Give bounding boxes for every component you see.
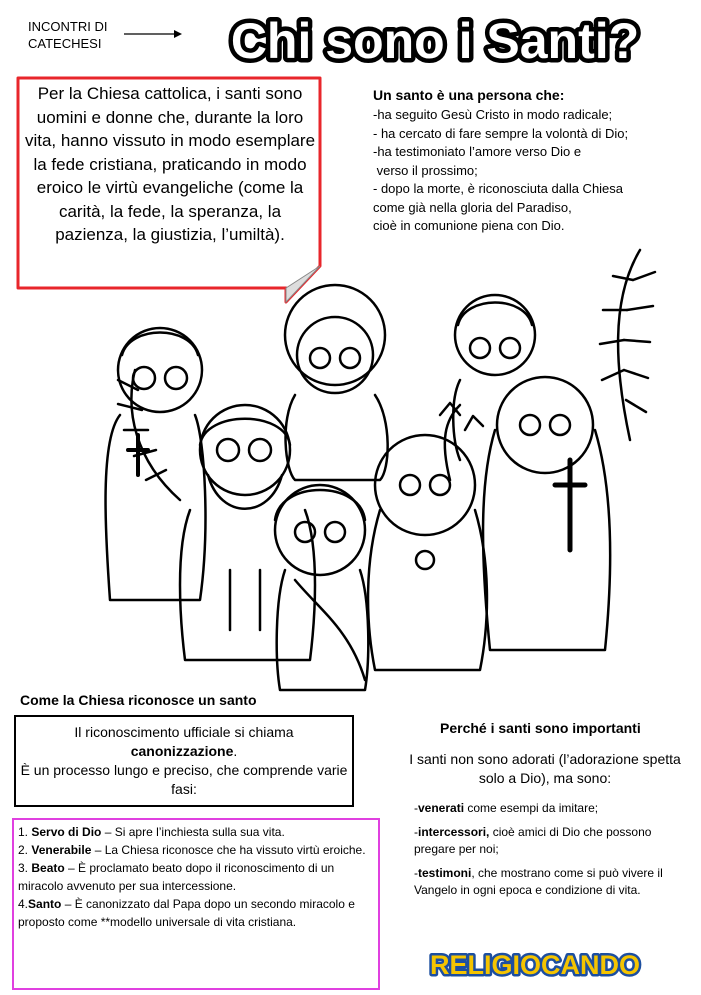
importance-text: , che mostrano come si può vivere il Vangelo in ogni epoca e condizione di vita. <box>414 865 663 897</box>
phase-item <box>18 859 374 895</box>
canonization-period: . <box>233 743 238 759</box>
importance-list <box>414 800 694 900</box>
phase-item <box>18 823 374 841</box>
header-label-line1: INCONTRI DI <box>28 19 108 34</box>
header-label <box>28 18 107 52</box>
traits-title: Un santo è una persona che: <box>373 87 565 103</box>
importance-intro: I santi non sono adorati (l’adorazione spetta solo a Dio), ma sono: <box>409 751 681 786</box>
trait-line: - ha cercato di fare sempre la volontà di Dio; <box>373 125 629 141</box>
phase-name: Beato <box>31 861 65 875</box>
importance-name: intercessori, <box>418 824 490 839</box>
traits-list <box>373 106 693 236</box>
saints-illustration <box>80 240 690 710</box>
arrow-right-icon <box>122 24 182 44</box>
recognition-title: Come la Chiesa riconosce un santo <box>20 692 257 708</box>
page-title <box>185 6 685 72</box>
page-title-text: Chi sono i Santi? <box>230 13 640 69</box>
trait-line: -ha seguito Gesù Cristo in modo radicale; <box>373 107 613 122</box>
canonization-line3: È un processo lungo e preciso, che comprende varie fasi: <box>20 762 348 797</box>
palm-leaf-left-icon <box>118 370 180 500</box>
importance-name: venerati <box>418 801 465 815</box>
phase-text: – È proclamato beato dopo il riconoscimento di un miracolo avvenuto per sua intercessione. <box>18 861 335 893</box>
phase-item <box>18 895 374 931</box>
canonization-line2 <box>16 742 352 761</box>
saint-friar-left <box>106 328 206 600</box>
trait-line: verso il prossimo; <box>373 162 478 178</box>
importance-text: cioè amici di Dio che possono pregare per noi; <box>414 824 652 856</box>
trait-line: - dopo la morte, è riconosciuta dalla Chiesa <box>373 181 624 196</box>
importance-item: -testimoni, che mostrano come si può vivere il Vangelo in ogni epoca e condizione di vita. <box>414 865 663 897</box>
trait-line: come già nella gloria del Paradiso, <box>373 199 572 215</box>
canonization-term: canonizzazione <box>130 743 234 759</box>
phase-number: 1. <box>18 825 29 839</box>
palm-leaf-right-icon <box>600 250 655 440</box>
phase-number: 2. <box>18 843 29 857</box>
importance-item: -venerati come esempi da imitare; <box>414 801 599 815</box>
phase-name: Servo di Dio <box>31 825 102 839</box>
phase-name: Santo <box>28 897 62 911</box>
trait-line: -ha testimoniato l’amore verso Dio e <box>373 144 582 159</box>
saint-nun-right <box>483 377 610 650</box>
canonization-box <box>14 715 354 807</box>
trait-line: cioè in comunione piena con Dio. <box>373 218 565 233</box>
logo-text: RELIGIOCANDO <box>429 950 641 980</box>
phase-text: – È canonizzato dal Papa dopo un secondo miracolo e proposto come **modello universale di vita cristiana. <box>18 897 355 929</box>
importance-name: testimoni <box>418 865 472 880</box>
phase-number: 4. <box>18 897 29 911</box>
phase-text: – Si apre l’inchiesta sulla sua vita. <box>101 825 285 839</box>
importance-title: Perché i santi sono importanti <box>440 720 641 736</box>
phase-name: Venerabile <box>31 843 92 857</box>
religiocando-logo <box>428 945 643 983</box>
phase-text: – La Chiesa riconosce che ha vissuto virtù eroiche. <box>91 843 366 857</box>
phase-number: 3. <box>18 861 29 875</box>
definition-text: Per la Chiesa cattolica, i santi sono uomini e donne che, durante la loro vita, hanno vissuto in modo esemplare la fede cristiana, praticando in modo eroico le virtù evangeliche (come la carità, la fede, la speranza, la pazienza, la giustizia, l’umiltà). <box>24 84 316 244</box>
importance-item: -intercessori, cioè amici di Dio che possono pregare per noi; <box>414 824 652 856</box>
phase-item <box>18 841 374 859</box>
header-label-line2: CATECHESI <box>28 36 102 51</box>
saint-woman-center <box>285 285 388 480</box>
lily-flowers-icon <box>440 403 483 480</box>
phases-box <box>12 818 380 990</box>
importance-text: come esempi da imitare; <box>464 801 599 815</box>
canonization-line1: Il riconoscimento ufficiale si chiama <box>74 724 294 740</box>
